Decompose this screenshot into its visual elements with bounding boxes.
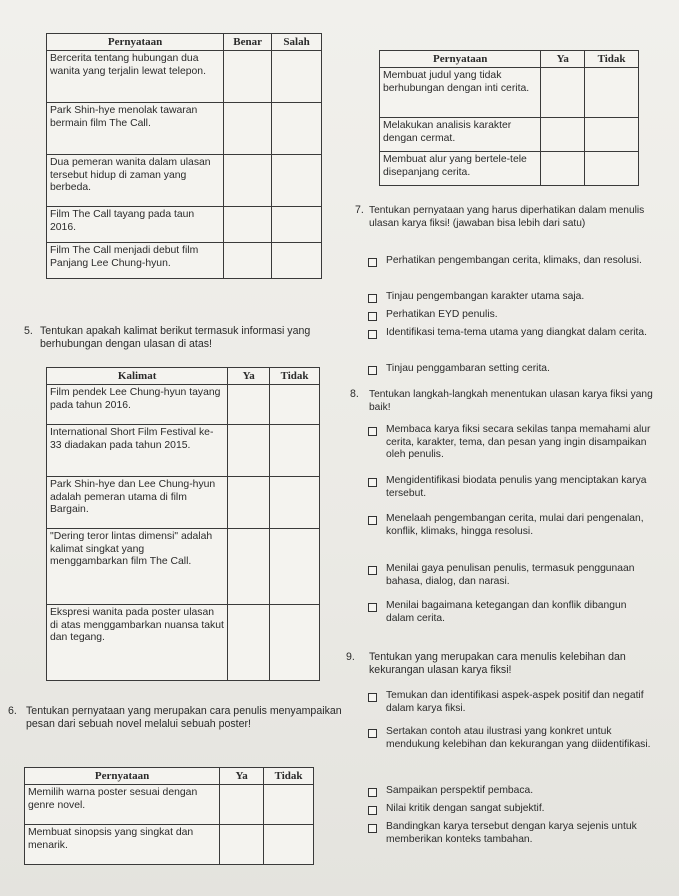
checkbox-q9-5[interactable] — [368, 824, 377, 833]
header-no: Tidak — [270, 368, 320, 385]
answer-cell-true[interactable] — [224, 51, 272, 103]
answer-cell-yes[interactable] — [220, 825, 264, 865]
table-header-row — [47, 368, 320, 385]
answer-cell-yes[interactable] — [228, 385, 270, 425]
header-true: Benar — [224, 34, 272, 51]
statement-cell: Bercerita tentang hubungan dua wanita yang terjalin lewat telepon. — [47, 51, 224, 103]
answer-cell-false[interactable] — [272, 155, 322, 207]
question-5-text: Tentukan apakah kalimat berikut termasuk informasi yang berhubungan dengan ulasan di atas! — [40, 325, 311, 350]
table-row — [380, 68, 639, 118]
header-yes: Ya — [541, 51, 585, 68]
answer-cell-no[interactable] — [270, 529, 320, 605]
question-9-text: Tentukan yang merupakan cara menulis kelebihan dan kekurangan ulasan karya fiksi! — [369, 651, 626, 676]
answer-cell-false[interactable] — [272, 103, 322, 155]
question-6-number: 6. — [8, 705, 17, 717]
checkbox-q9-2[interactable] — [368, 729, 377, 738]
question-8-text: Tentukan langkah-langkah menentukan ulasan karya fiksi yang baik! — [369, 389, 653, 413]
checkbox-q7-5[interactable] — [368, 366, 377, 375]
table-row — [47, 425, 320, 477]
table-row — [25, 785, 314, 825]
statement-table-q6 — [24, 767, 314, 865]
checkbox-q7-1[interactable] — [368, 258, 377, 267]
statement-table-top-right — [379, 50, 639, 186]
table-row — [380, 118, 639, 152]
statement-cell: Membuat judul yang tidak berhubungan dengan inti cerita. — [380, 68, 541, 118]
option-q7-3: Perhatikan EYD penulis. — [386, 309, 498, 320]
table-row — [47, 385, 320, 425]
answer-cell-no[interactable] — [585, 68, 639, 118]
checkbox-q9-3[interactable] — [368, 788, 377, 797]
statement-cell: Film The Call menjadi debut film Panjang Lee Chung-hyun. — [47, 243, 224, 279]
table-row — [47, 155, 322, 207]
table-header-row — [47, 34, 322, 51]
option-q8-1: Membaca karya fiksi secara sekilas tanpa memahami alur cerita, karakter, tema, dan pesan yang ingin disampaikan oleh penulis. — [386, 424, 651, 461]
header-yes: Ya — [228, 368, 270, 385]
statement-cell: Melakukan analisis karakter dengan cermat. — [380, 118, 541, 152]
header-no: Tidak — [585, 51, 639, 68]
question-5-number: 5. — [24, 325, 33, 337]
table-row — [47, 477, 320, 529]
answer-cell-yes[interactable] — [541, 152, 585, 186]
answer-cell-yes[interactable] — [541, 118, 585, 152]
question-6-text: Tentukan pernyataan yang merupakan cara penulis menyampaikan pesan dari sebuah novel melalui sebuah poster! — [26, 705, 342, 730]
checkbox-q7-4[interactable] — [368, 330, 377, 339]
statement-cell: Dua pemeran wanita dalam ulasan tersebut hidup di zaman yang berbeda. — [47, 155, 224, 207]
option-q8-2: Mengidentifikasi biodata penulis yang menciptakan karya tersebut. — [386, 475, 647, 499]
answer-cell-true[interactable] — [224, 103, 272, 155]
question-7-number: 7. — [355, 204, 364, 216]
statement-table-top-left — [46, 33, 322, 279]
checkbox-q9-1[interactable] — [368, 693, 377, 702]
table-header-row — [25, 768, 314, 785]
statement-cell: Park Shin-hye dan Lee Chung-hyun adalah pemeran utama di film Bargain. — [47, 477, 228, 529]
header-statement: Pernyataan — [25, 768, 220, 785]
table-row — [47, 103, 322, 155]
answer-cell-yes[interactable] — [541, 68, 585, 118]
option-q9-3: Sampaikan perspektif pembaca. — [386, 785, 534, 796]
answer-cell-yes[interactable] — [228, 529, 270, 605]
option-q7-5: Tinjau penggambaran setting cerita. — [386, 363, 550, 374]
answer-cell-yes[interactable] — [228, 477, 270, 529]
answer-cell-no[interactable] — [270, 605, 320, 681]
answer-cell-false[interactable] — [272, 243, 322, 279]
table-row — [47, 243, 322, 279]
checkbox-q8-3[interactable] — [368, 516, 377, 525]
statement-cell: Membuat sinopsis yang singkat dan menarik. — [25, 825, 220, 865]
option-q9-2: Sertakan contoh atau ilustrasi yang konkret untuk mendukung kelebihan dan kekurangan yang diidentifikasi. — [386, 726, 651, 750]
answer-cell-no[interactable] — [270, 385, 320, 425]
table-header-row — [380, 51, 639, 68]
sentence-table-q5 — [46, 367, 320, 681]
answer-cell-true[interactable] — [224, 207, 272, 243]
header-sentence: Kalimat — [47, 368, 228, 385]
checkbox-q7-3[interactable] — [368, 312, 377, 321]
option-q7-2: Tinjau pengembangan karakter utama saja. — [386, 291, 585, 302]
statement-cell: Park Shin-hye menolak tawaran bermain film The Call. — [47, 103, 224, 155]
option-q7-1: Perhatikan pengembangan cerita, klimaks, dan resolusi. — [386, 255, 642, 266]
table-row — [47, 51, 322, 103]
table-row — [47, 529, 320, 605]
option-q8-4: Menilai gaya penulisan penulis, termasuk penggunaan bahasa, dialog, dan narasi. — [386, 563, 635, 587]
statement-cell: Membuat alur yang bertele-tele disepanjang cerita. — [380, 152, 541, 186]
header-statement: Pernyataan — [380, 51, 541, 68]
answer-cell-true[interactable] — [224, 155, 272, 207]
statement-cell: Ekspresi wanita pada poster ulasan di atas menggambarkan nuansa takut dan tegang. — [47, 605, 228, 681]
header-yes: Ya — [220, 768, 264, 785]
option-q9-4: Nilai kritik dengan sangat subjektif. — [386, 803, 545, 814]
table-row — [380, 152, 639, 186]
answer-cell-no[interactable] — [585, 118, 639, 152]
answer-cell-false[interactable] — [272, 207, 322, 243]
statement-cell: International Short Film Festival ke-33 diadakan pada tahun 2015. — [47, 425, 228, 477]
checkbox-q7-2[interactable] — [368, 294, 377, 303]
table-row — [25, 825, 314, 865]
option-q9-5: Bandingkan karya tersebut dengan karya sejenis untuk memberikan konteks tambahan. — [386, 821, 637, 845]
answer-cell-yes[interactable] — [220, 785, 264, 825]
header-no: Tidak — [264, 768, 314, 785]
question-8-number: 8. — [350, 388, 359, 400]
question-9-number: 9. — [346, 651, 355, 663]
answer-cell-no[interactable] — [264, 785, 314, 825]
answer-cell-yes[interactable] — [228, 425, 270, 477]
answer-cell-true[interactable] — [224, 243, 272, 279]
checkbox-q8-1[interactable] — [368, 427, 377, 436]
checkbox-q8-4[interactable] — [368, 566, 377, 575]
checkbox-q8-5[interactable] — [368, 603, 377, 612]
option-q8-5: Menilai bagaimana ketegangan dan konflik dibangun dalam cerita. — [386, 600, 627, 624]
checkbox-q8-2[interactable] — [368, 478, 377, 487]
header-statement: Pernyataan — [47, 34, 224, 51]
answer-cell-no[interactable] — [264, 825, 314, 865]
question-7-text: Tentukan pernyataan yang harus diperhatikan dalam menulis ulasan karya fiksi! (jawaban bisa lebih dari satu) — [369, 205, 645, 229]
statement-cell: Film The Call tayang pada taun 2016. — [47, 207, 224, 243]
answer-cell-no[interactable] — [585, 152, 639, 186]
table-row — [47, 605, 320, 681]
answer-cell-yes[interactable] — [228, 605, 270, 681]
answer-cell-no[interactable] — [270, 477, 320, 529]
option-q9-1: Temukan dan identifikasi aspek-aspek positif dan negatif dalam karya fiksi. — [386, 690, 644, 714]
statement-cell: Film pendek Lee Chung-hyun tayang pada tahun 2016. — [47, 385, 228, 425]
option-q7-4: Identifikasi tema-tema utama yang diangkat dalam cerita. — [386, 327, 647, 338]
header-false: Salah — [272, 34, 322, 51]
statement-cell: "Dering teror lintas dimensi" adalah kalimat singkat yang menggambarkan film The Call. — [47, 529, 228, 605]
statement-cell: Memilih warna poster sesuai dengan genre novel. — [25, 785, 220, 825]
option-q8-3: Menelaah pengembangan cerita, mulai dari pengenalan, konflik, klimaks, hingga resolusi. — [386, 513, 644, 537]
table-row — [47, 207, 322, 243]
answer-cell-false[interactable] — [272, 51, 322, 103]
answer-cell-no[interactable] — [270, 425, 320, 477]
checkbox-q9-4[interactable] — [368, 806, 377, 815]
